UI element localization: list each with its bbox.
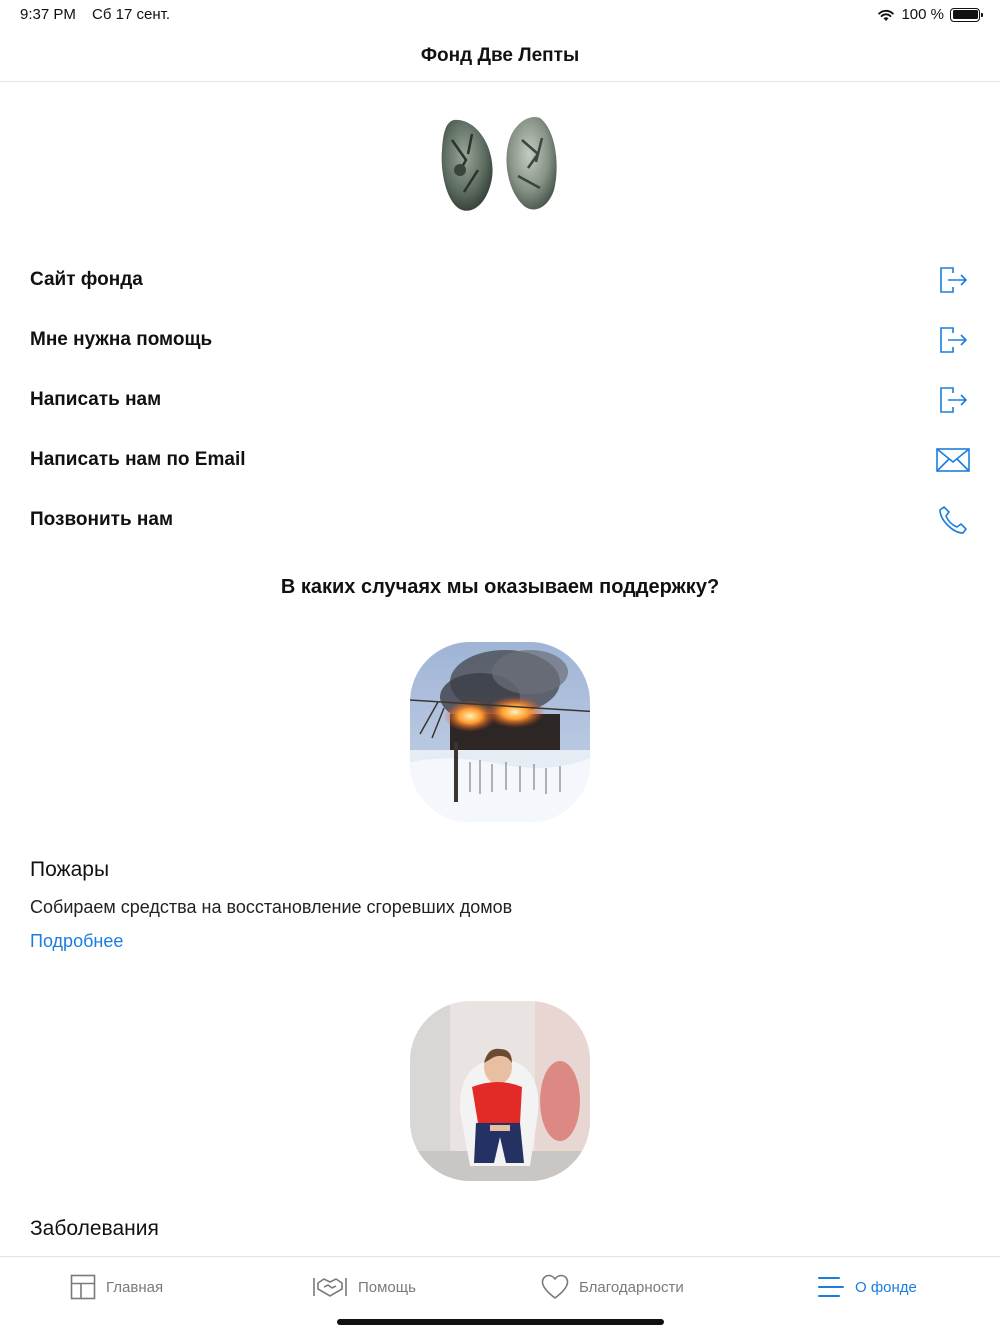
tab-bar bbox=[0, 1256, 1000, 1334]
phone-icon bbox=[936, 503, 970, 537]
support-section-title: В каких случаях мы оказываем поддержку? bbox=[280, 576, 720, 598]
handshake-heart-icon bbox=[312, 1275, 348, 1299]
menu-item-label: Сайт фонда bbox=[30, 269, 143, 290]
about-menu bbox=[0, 250, 1000, 550]
menu-lines-icon bbox=[817, 1275, 845, 1299]
external-link-icon bbox=[936, 263, 970, 297]
home-indicator bbox=[337, 1319, 664, 1325]
card-title: Заболевания bbox=[30, 1217, 159, 1240]
wifi-icon bbox=[877, 8, 895, 22]
tab-label: Помощь bbox=[358, 1278, 416, 1296]
tab-label: Главная bbox=[106, 1278, 164, 1296]
menu-item-label: Написать нам по Email bbox=[30, 449, 246, 470]
menu-item-label: Позвонить нам bbox=[30, 509, 174, 530]
tab-home[interactable] bbox=[70, 1271, 163, 1303]
tab-help[interactable] bbox=[312, 1271, 416, 1303]
card-title: Пожары bbox=[30, 858, 110, 881]
fire-card-image bbox=[410, 642, 590, 822]
tab-thanks[interactable] bbox=[541, 1271, 684, 1303]
battery-percent: 100 % bbox=[901, 6, 944, 23]
external-link-icon bbox=[936, 323, 970, 357]
tab-label: О фонде bbox=[855, 1278, 917, 1296]
navigation-bar bbox=[0, 30, 1000, 82]
status-bar bbox=[0, 0, 1000, 30]
menu-item-email-us[interactable] bbox=[0, 430, 1000, 490]
page-title: Фонд Две Лепты bbox=[420, 44, 580, 66]
card-description: Собираем средства на восстановление сгоревших домов bbox=[30, 897, 513, 917]
more-link[interactable]: Подробнее bbox=[30, 931, 124, 951]
status-right bbox=[877, 6, 980, 23]
menu-item-write-us[interactable] bbox=[0, 370, 1000, 430]
status-left bbox=[20, 6, 170, 23]
battery-icon bbox=[950, 8, 980, 22]
status-date: Сб 17 сент. bbox=[92, 6, 170, 23]
status-time: 9:37 PM bbox=[20, 6, 76, 23]
menu-item-label: Написать нам bbox=[30, 389, 162, 410]
tab-label: Благодарности bbox=[579, 1278, 684, 1296]
disease-card-image bbox=[410, 1001, 590, 1181]
menu-item-website[interactable] bbox=[0, 250, 1000, 310]
foundation-logo-coins bbox=[438, 110, 562, 218]
external-link-icon bbox=[936, 383, 970, 417]
layout-icon bbox=[70, 1274, 96, 1300]
envelope-icon bbox=[936, 443, 970, 477]
heart-icon bbox=[541, 1274, 569, 1300]
tab-about[interactable] bbox=[817, 1271, 917, 1303]
menu-item-call-us[interactable] bbox=[0, 490, 1000, 550]
menu-item-label: Мне нужна помощь bbox=[30, 329, 213, 350]
menu-item-need-help[interactable] bbox=[0, 310, 1000, 370]
